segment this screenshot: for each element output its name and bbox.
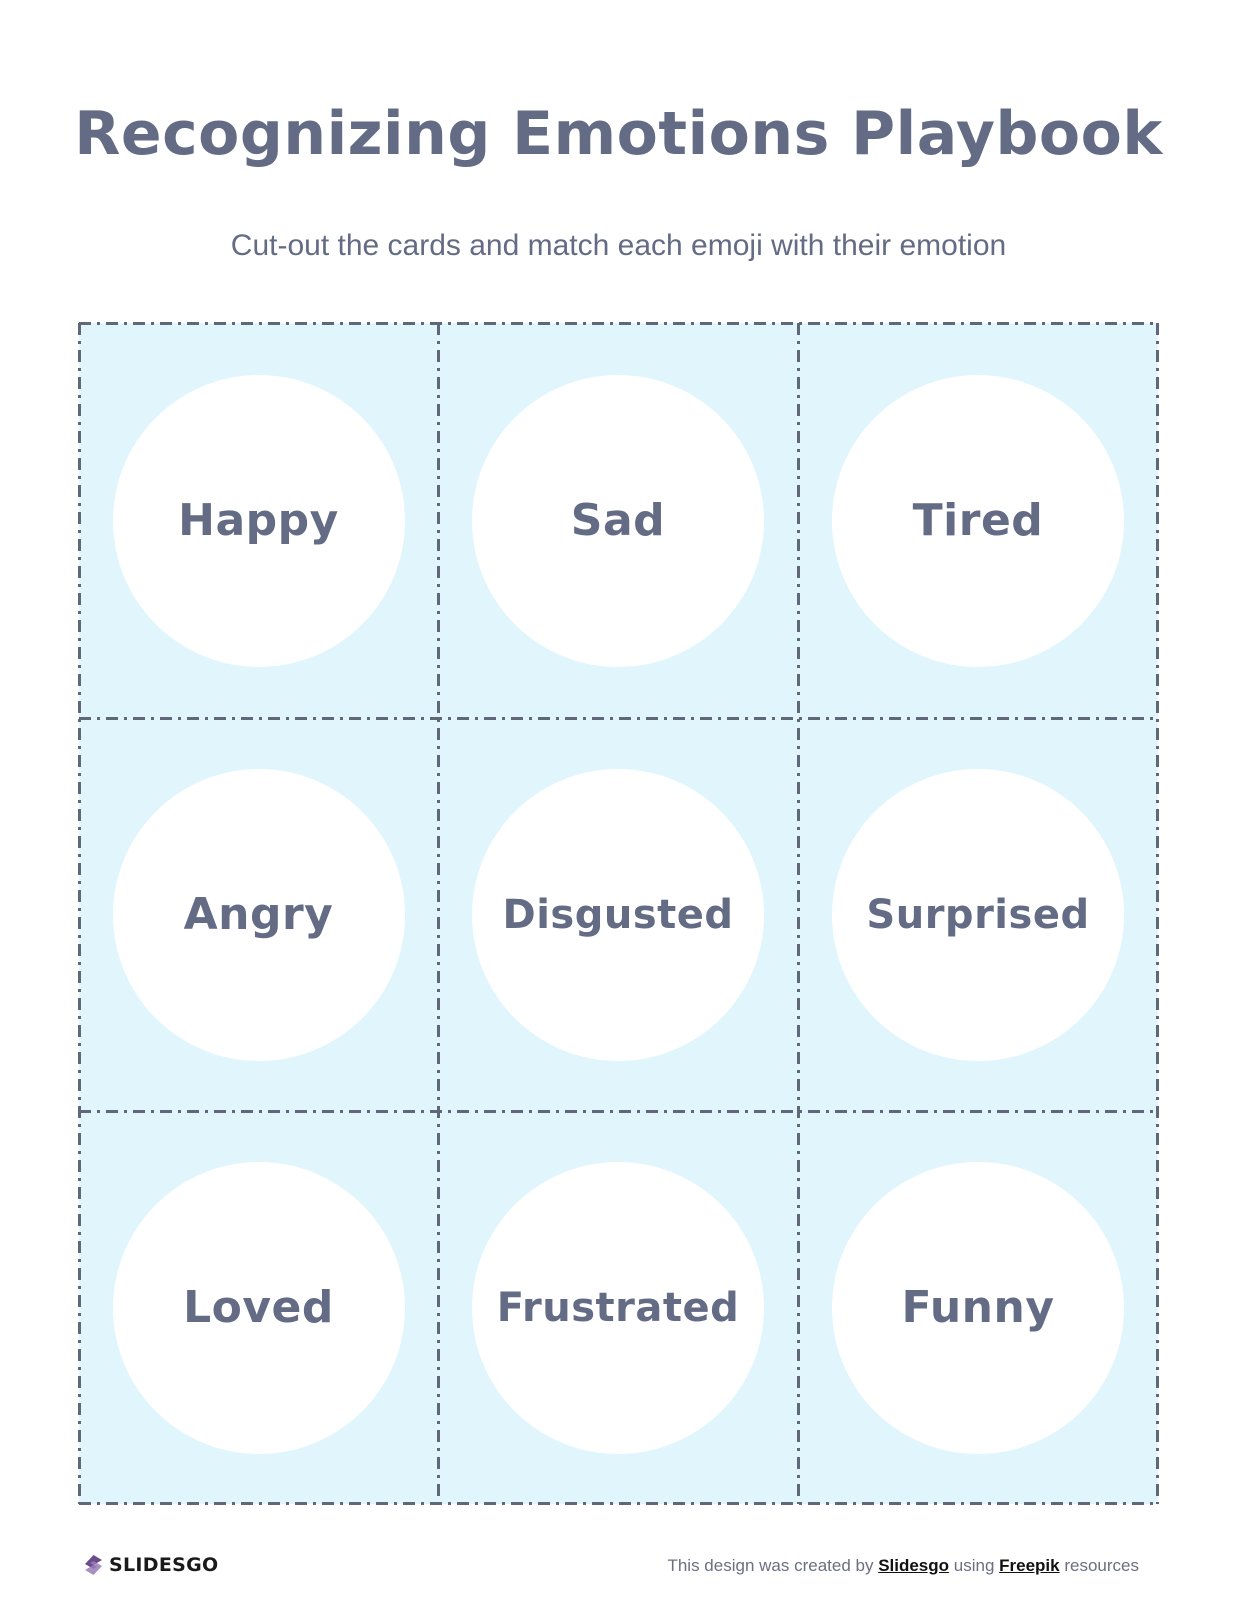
- emotion-label: Surprised: [866, 891, 1090, 938]
- emotion-label: Loved: [183, 1282, 334, 1333]
- logo-text: SLIDESGO: [109, 1554, 219, 1576]
- footer-credit: [667, 1554, 1139, 1578]
- page-title: Recognizing Emotions Playbook: [74, 99, 1163, 169]
- emotion-label: Sad: [570, 495, 666, 546]
- emotion-card: [438, 1111, 798, 1504]
- emoji-circle-placeholder: [832, 1162, 1124, 1454]
- instructions-subtitle: Cut-out the cards and match each emoji with their emotion: [230, 229, 1007, 262]
- emoji-circle-placeholder: [113, 769, 405, 1061]
- emotion-label: Disgusted: [502, 891, 734, 938]
- emoji-circle-placeholder: [832, 375, 1124, 667]
- emotion-label: Funny: [901, 1282, 1055, 1333]
- emotion-label: Tired: [912, 495, 1044, 546]
- emotion-label: Happy: [178, 495, 339, 546]
- emoji-circle-placeholder: [472, 1162, 764, 1454]
- emotion-label: Frustrated: [496, 1284, 740, 1331]
- emotion-card: [438, 718, 798, 1111]
- emotion-card: [798, 718, 1158, 1111]
- emotion-card: [79, 718, 438, 1111]
- credit-prefix: This design was created by: [667, 1556, 879, 1575]
- emotion-card: [798, 1111, 1158, 1504]
- emotion-card: [798, 323, 1158, 718]
- emoji-circle-placeholder: [113, 1162, 405, 1454]
- slidesgo-logo: [84, 1552, 218, 1578]
- emoji-circle-placeholder: [832, 769, 1124, 1061]
- emoji-circle-placeholder: [113, 375, 405, 667]
- freepik-link[interactable]: Freepik: [999, 1556, 1060, 1575]
- emotion-card: [79, 1111, 438, 1504]
- emoji-circle-placeholder: [472, 375, 764, 667]
- emotion-card: [438, 323, 798, 718]
- emotion-label: Angry: [183, 889, 334, 940]
- credit-middle: using: [949, 1556, 1000, 1575]
- emotion-card: [79, 323, 438, 718]
- credit-suffix: resources: [1059, 1556, 1139, 1575]
- emotion-cards-grid: [79, 323, 1158, 1504]
- emoji-circle-placeholder: [472, 769, 764, 1061]
- slidesgo-link[interactable]: Slidesgo: [878, 1556, 950, 1575]
- slidesgo-logo-icon: [84, 1554, 103, 1576]
